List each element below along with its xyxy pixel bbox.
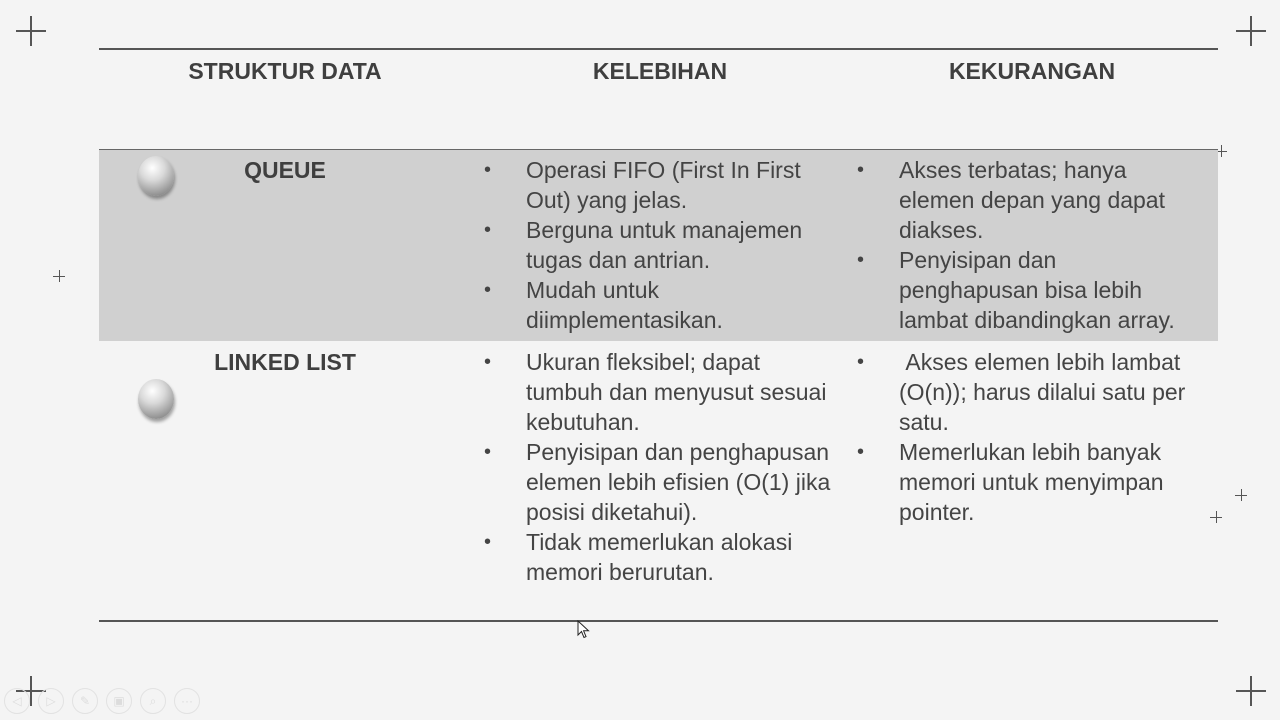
queue-kelebihan-list: [484, 155, 834, 335]
pen-icon[interactable]: ✎: [72, 688, 98, 714]
queue-kekurangan-list: [857, 155, 1202, 335]
presentation-controls: [4, 688, 200, 714]
list-item: • Mudah untuk diimplementasikan.: [484, 275, 834, 335]
row-title-queue: QUEUE: [244, 157, 326, 183]
list-item: • Berguna untuk manajemen tugas dan antrian.: [484, 215, 834, 275]
list-item: • Penyisipan dan penghapusan elemen lebih efisien (O(1) jika posisi diketahui).: [484, 437, 834, 527]
list-item: • Memerlukan lebih banyak memori untuk menyimpan pointer.: [857, 437, 1202, 527]
list-item: • Akses elemen lebih lambat (O(n)); harus dilalui satu per satu.: [857, 347, 1202, 437]
bullet-sphere-icon: [138, 379, 174, 419]
small-cross-mark: [1210, 511, 1222, 523]
table-top-border: [99, 48, 1218, 50]
crosshair-mark-top-left: [16, 16, 46, 46]
list-item: • Ukuran fleksibel; dapat tumbuh dan menyusut sesuai kebutuhan.: [484, 347, 834, 437]
previous-icon[interactable]: ◁: [4, 688, 30, 714]
crosshair-mark-top-right: [1236, 16, 1266, 46]
mouse-cursor-icon: [577, 620, 591, 640]
row-title-linked-list: LINKED LIST: [214, 349, 356, 375]
list-item: • Akses terbatas; hanya elemen depan yang dapat diakses.: [857, 155, 1202, 245]
small-cross-mark: [53, 270, 65, 282]
column-header-struktur-data: STRUKTUR DATA: [188, 58, 382, 84]
next-icon[interactable]: ▷: [38, 688, 64, 714]
list-item: • Penyisipan dan penghapusan bisa lebih lambat dibandingkan array.: [857, 245, 1202, 335]
zoom-icon[interactable]: ⌕: [140, 688, 166, 714]
list-item: • Operasi FIFO (First In First Out) yang jelas.: [484, 155, 834, 215]
crosshair-mark-bottom-right: [1236, 676, 1266, 706]
bullet-sphere-icon: [138, 156, 174, 196]
column-header-kekurangan: KEKURANGAN: [948, 58, 1116, 84]
small-cross-mark: [1235, 489, 1247, 501]
table-bottom-border: [99, 620, 1218, 622]
more-icon[interactable]: ···: [174, 688, 200, 714]
list-item: • Tidak memerlukan alokasi memori berurutan.: [484, 527, 834, 587]
linked-list-kekurangan-list: [857, 347, 1202, 527]
slides-icon[interactable]: ▣: [106, 688, 132, 714]
linked-list-kelebihan-list: [484, 347, 834, 587]
column-header-kelebihan: KELEBIHAN: [592, 58, 728, 84]
